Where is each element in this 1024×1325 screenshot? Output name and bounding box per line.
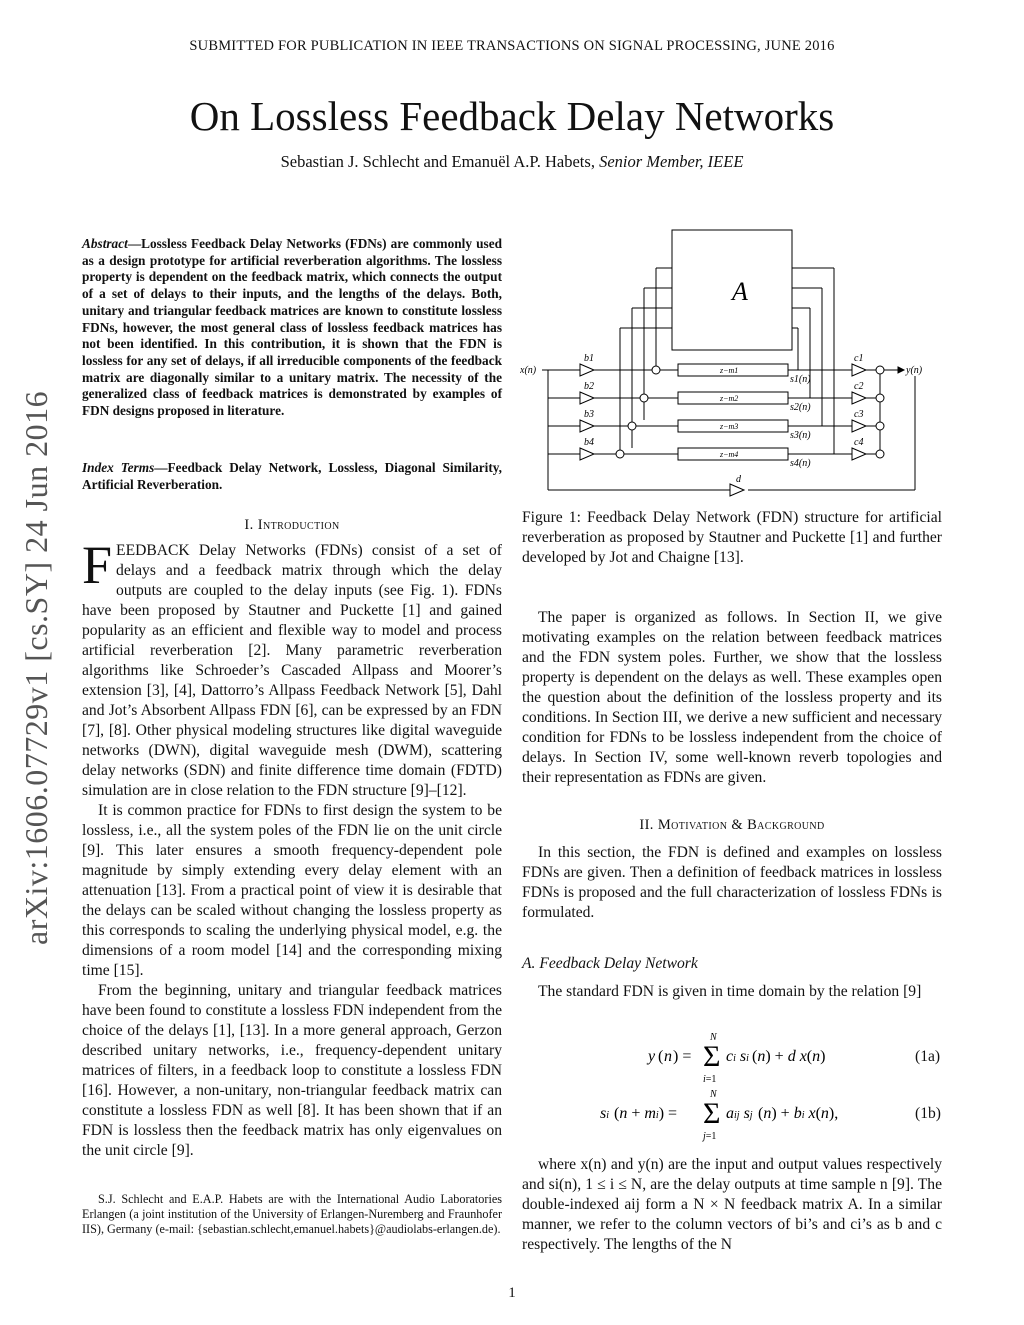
page-number: 1 (508, 1285, 516, 1301)
fdn-diagram (520, 228, 940, 498)
subsection-heading: A. Feedback Delay Network (522, 955, 698, 972)
svg-text:) =: ) = (673, 1048, 692, 1065)
index-terms (82, 460, 502, 493)
delay-label-1: z−m1 (720, 366, 739, 375)
intro-paragraph-2: It is common practice for FDNs to first design the system to be lossless, i.e., all the system poles of the FDN lie on the unit circle [9]. This later ensures a smooth frequency-dependent pole magnitude by simply extending every delay element with an attenuation [13]. From a practical point of view it is desirable that the delays can be scaled without changing the lossless property as this corresponds to scaling the underlying physical model, e.g. the dimensions of a room model [14] and the corresponding mixing time [15]. (82, 802, 502, 979)
figure-caption: Figure 1: Feedback Delay Network (FDN) structure for artificial reverberation as proposed by Stautner and Puckette [1] and further developed by Jot and Chaigne [13]. (522, 509, 942, 566)
svg-text:(: ( (658, 1048, 664, 1065)
equation-number-1a: (1a) (915, 1048, 941, 1065)
author-role: Senior Member, IEEE (599, 152, 744, 171)
fdn-relation-paragraph (522, 982, 942, 1002)
abstract-text: —Lossless Feedback Delay Networks (FDNs) are commonly used as a design prototype for artificial reverberation algorithms. The lossless property is dependent on the feedback matrix, which connects the output of a set of delays to their inputs, and the lengths of the delays. Both, unitary and triangular feedback matrices are known to constitute lossless FDNs, however, the most general class of lossless feedback matrices has not been identified. In this contribution, it is shown that the FDN is lossless for any set of delays, if all irreducible components of the feedback matrix are diagonally similar to a unitary matrix. The necessity of the generalized class of feedback matrices is demonstrated by examples of FDN designs proposed in literature. (82, 236, 502, 419)
s-label-3: s3(n) (790, 430, 811, 441)
svg-text:y: y (648, 1048, 656, 1065)
s-label-1: s1(n) (790, 374, 811, 385)
variables-text: where x(n) and y(n) are the input and output values respectively and si(n), 1 ≤ i ≤ N, are the delay outputs at time sample n [9]. The double-indexed aij form a N × N feedback matrix A. In a similar manner, we refer to the column vectors of bi’s and ci’s as b and c respectively. The lengths of the N (522, 1156, 942, 1253)
organization-paragraph: The paper is organized as follows. In Section II, we give motivating examples on the relation between feedback matrices and the FDN system poles. Further, we show that the lossless property is dependent on the delays as well. These examples open the question about the definition of the lossless property and its conditions. In Section III, we derive a new sufficient and necessary condition for FDNs to be lossless independent from the choice of delays. In Section IV, some well-known reverb topologies and their representation as FDNs are given. (522, 609, 942, 786)
index-terms-label: Index Terms (82, 460, 155, 475)
delay-row-2 (548, 392, 790, 404)
s-label-4: s4(n) (790, 458, 811, 469)
section-number: I. (244, 517, 254, 533)
paper-organization (522, 608, 942, 788)
author-footnote (82, 1192, 502, 1237)
running-header: SUBMITTED FOR PUBLICATION IN IEEE TRANSACTIONS ON SIGNAL PROCESSING, JUNE 2016 (189, 38, 835, 54)
footnote-text: S.J. Schlecht and E.A.P. Habets are with the International Audio Laboratories Erlangen (a joint institution of the University of Erlangen-Nuremberg and Fraunhofer IIS), Germany (e-mail: {sebastian.schlecht,emanuel.habets}@audiolabs-erlangen.de). (82, 1192, 502, 1236)
input-label: x(n) (520, 365, 537, 376)
svg-text:Σ: Σ (703, 1040, 721, 1073)
motivation-paragraph-text: In this section, the FDN is defined and examples on lossless FDNs are given. Then a definition of feedback matrices in lossless FDNs is proposed and the full characterization of lossless FDNs is formulated. (522, 844, 942, 921)
b-label-4: b4 (584, 437, 594, 448)
drop-cap: F (82, 535, 113, 595)
introduction-body (82, 535, 502, 1161)
svg-text:i=1: i=1 (703, 1074, 717, 1084)
svg-text:si: si (600, 1105, 610, 1122)
abstract-label: Abstract (82, 236, 128, 251)
fdn-relation-text: The standard FDN is given in time domain by the relation [9] (538, 983, 922, 1000)
section-number: II. (639, 817, 654, 833)
svg-text:aij sj: aij sj (726, 1105, 753, 1122)
arxiv-stamp: arXiv:1606.07729v1 [cs.SY] 24 Jun 2016 (18, 390, 54, 945)
c-label-1: c1 (854, 353, 864, 364)
variables-paragraph (522, 1155, 942, 1255)
svg-text:(n) + bi x(n),: (n) + bi x(n), (758, 1105, 839, 1122)
delay-row-3 (548, 420, 790, 432)
svg-text:Σ: Σ (703, 1097, 721, 1130)
svg-text:n: n (664, 1048, 672, 1065)
delay-row-4 (548, 448, 790, 460)
intro-paragraph-1-text: EEDBACK Delay Networks (FDNs) consist of a set of delays and a feedback matrix through which the delay outputs are coupled to the delay inputs (see Fig. 1). FDNs have been proposed by Stautner and Puckette [1] and gained popularity as an efficient and flexible way to model and process artificial reverberation [2]. Many parametric reverberation algorithms like Schroeder’s Cascaded Allpass and Moorer’s extension [3], [4], Dattorro’s Allpass Feedback Network [5], Dahl and Jot’s Absorbent Allpass FDN [6], can be expressed by an FDN [7], [8]. Other physical modeling structures like digital waveguide networks (DWN), digital waveguide mesh (DWM), scattering delay networks (SDN) and finite difference time domain (FDTD) simulation are in close relation to the FDN structure [9]–[12]. (82, 542, 502, 799)
section-heading-introduction (82, 517, 502, 534)
b-label-3: b3 (584, 409, 594, 420)
b-label-2: b2 (584, 381, 594, 392)
index-terms-text: —Feedback Delay Network, Lossless, Diagonal Similarity, Artificial Reverberation. (82, 460, 502, 492)
paper-title: On Lossless Feedback Delay Networks (189, 93, 835, 139)
direct-gain-label: d (736, 474, 741, 485)
intro-paragraph-3: From the beginning, unitary and triangular feedback matrices have been found to constitute a lossless FDN independent from the choice of the delays [1], [13]. In a more general approach, Gerzon described unitary networks, i.e., frequency-dependent unitary matrices of filters, in a feedback loop to constitute a lossless FDN [16]. However, a non-unitary, non-triangular feedback matrix can constitute a lossless FDN as well [8]. It has been shown that if an FDN is lossless then the feedback matrix has only eigenvalues on the unit circle [9]. (82, 982, 502, 1159)
intro-paragraph-1 (82, 535, 502, 801)
equation-1a (600, 1030, 850, 1084)
motivation-paragraph (522, 843, 942, 923)
delay-label-2: z−m2 (720, 394, 739, 403)
s-label-2: s2(n) (790, 402, 811, 413)
svg-text:(n + mi) =: (n + mi) = (614, 1105, 678, 1122)
svg-text:(n) + d x(n): (n) + d x(n) (752, 1048, 826, 1065)
author-names: Sebastian J. Schlecht and Emanuël A.P. Habets, (280, 152, 595, 171)
equation-number-1b: (1b) (915, 1105, 941, 1122)
delay-row-1 (548, 364, 790, 376)
section-title: Introduction (257, 517, 340, 533)
c-label-3: c3 (854, 409, 864, 420)
equation-1b (560, 1085, 880, 1143)
svg-text:ci si: ci si (726, 1048, 749, 1065)
delay-label-3: z−m3 (720, 422, 739, 431)
b-label-1: b1 (584, 353, 594, 364)
svg-text:N: N (710, 1032, 717, 1043)
delay-label-4: z−m4 (720, 450, 739, 459)
c-label-2: c2 (854, 381, 864, 392)
svg-text:N: N (710, 1089, 717, 1100)
section-heading-motivation (522, 817, 942, 834)
section-title: Motivation & Background (657, 817, 825, 833)
author-line (0, 152, 1024, 172)
abstract (82, 236, 502, 420)
c-label-4: c4 (854, 437, 864, 448)
svg-text:j=1: j=1 (703, 1131, 717, 1142)
matrix-label: A (732, 277, 748, 306)
output-label: y(n) (906, 365, 923, 376)
